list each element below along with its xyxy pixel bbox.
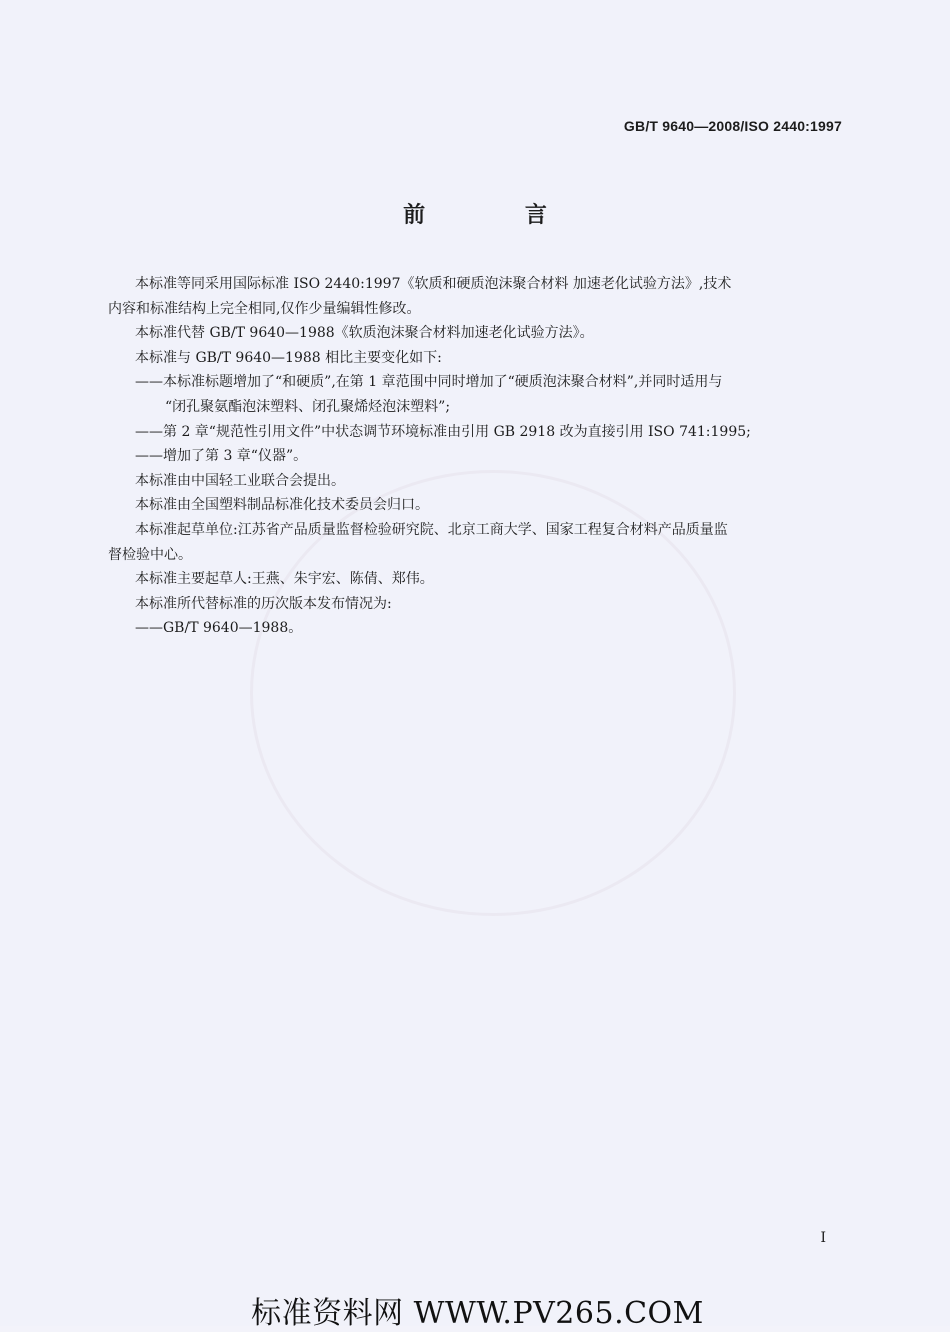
foreword-body bbox=[108, 272, 843, 641]
list-item-change-title-cont: “闭孔聚氨酯泡沫塑料、闭孔聚烯烃泡沫塑料”; bbox=[165, 398, 451, 415]
list-item-change-apparatus: ——增加了第 3 章“仪器”。 bbox=[135, 448, 308, 465]
paragraph-drafting-units: 本标准起草单位:江苏省产品质量监督检验研究院、北京工商大学、国家工程复合材料产品质量监 bbox=[135, 521, 728, 538]
page-number: I bbox=[820, 1230, 826, 1246]
paragraph-previous-editions: 本标准所代替标准的历次版本发布情况为: bbox=[135, 595, 392, 612]
paragraph-replaces: 本标准代替 GB/T 9640—1988《软质泡沫聚合材料加速老化试验方法》。 bbox=[135, 325, 594, 342]
paragraph-changes-intro: 本标准与 GB/T 9640—1988 相比主要变化如下: bbox=[135, 349, 442, 366]
standard-code: GB/T 9640—2008/ISO 2440:1997 bbox=[623, 118, 842, 134]
paragraph-drafters: 本标准主要起草人:王燕、朱宇宏、陈倩、郑伟。 bbox=[135, 571, 434, 588]
list-item-change-title: ——本标准标题增加了“和硬质”,在第 1 章范围中同时增加了“硬质泡沫聚合材料”,并同时适用与 bbox=[135, 374, 723, 391]
footer-watermark: 标准资料网 WWW.PV265.COM bbox=[251, 1296, 704, 1331]
paragraph-proposed-by: 本标准由中国轻工业联合会提出。 bbox=[135, 472, 345, 489]
page-title: 前 言 bbox=[403, 203, 593, 228]
list-item-change-references: ——第 2 章“规范性引用文件”中状态调节环境标准由引用 GB 2918 改为直接引用 ISO 741:1995; bbox=[135, 423, 751, 440]
list-item-previous-edition: ——GB/T 9640—1988。 bbox=[135, 620, 303, 637]
paragraph-under-jurisdiction: 本标准由全国塑料制品标准化技术委员会归口。 bbox=[135, 497, 429, 514]
paragraph-drafting-units-cont: 督检验中心。 bbox=[108, 546, 192, 563]
paragraph-adoption-cont: 内容和标准结构上完全相同,仅作少量编辑性修改。 bbox=[108, 300, 421, 317]
paragraph-adoption: 本标准等同采用国际标准 ISO 2440:1997《软质和硬质泡沫聚合材料 加速老化试验方法》,技术 bbox=[135, 276, 732, 292]
